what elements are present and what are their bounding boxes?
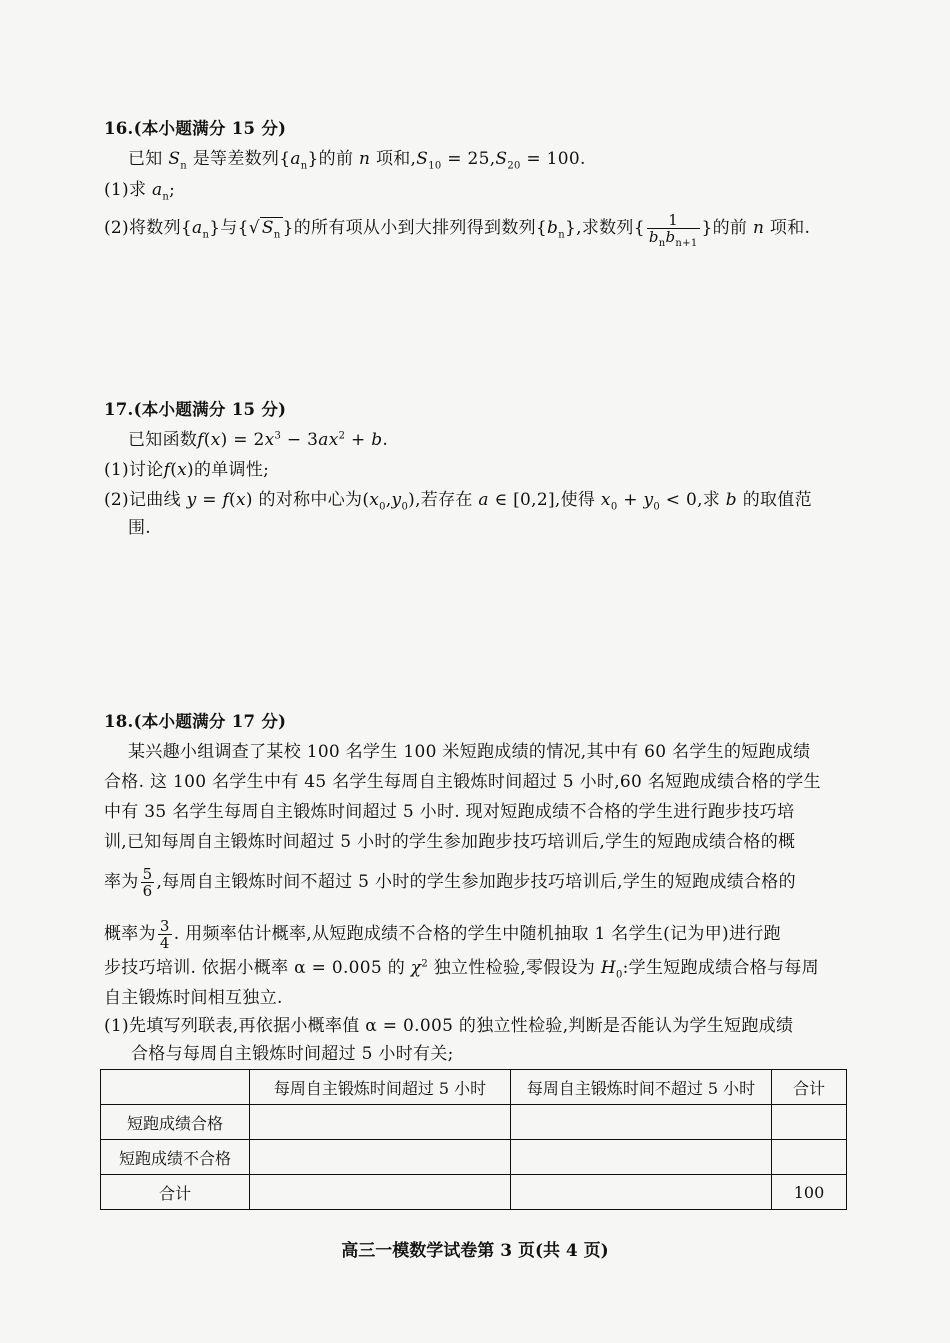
q18-line4: 训,已知每周自主锻炼时间超过 5 小时的学生参加跑步技巧培训后,学生的短跑成绩合格的概 [104, 832, 796, 852]
table-header-row [101, 1070, 847, 1105]
q17-heading: 17.(本小题满分 15 分) [104, 400, 287, 419]
fraction-five-sixths: $\frac{5}{6}$ [142, 865, 153, 900]
q18-line8: 自主锻炼时间相互独立. [104, 988, 283, 1008]
fraction-three-quarters: $\frac{3}{4}$ [159, 917, 170, 952]
table-row [101, 1175, 847, 1210]
table-header-cell: 合计 [772, 1070, 847, 1105]
q17-statement: 已知函数$f(x) = 2x^3 - 3ax^2 + b$. [128, 430, 389, 450]
table-cell [250, 1105, 511, 1140]
table-cell: 短跑成绩不合格 [101, 1140, 250, 1175]
q18-part1-line1: (1)先填写列联表,再依据小概率值 α = 0.005 的独立性检验,判断是否能认为学生短跑成绩 [104, 1016, 794, 1036]
table-cell [250, 1175, 511, 1210]
table-header-cell: 每周自主锻炼时间不超过 5 小时 [511, 1070, 772, 1105]
q18-line6: 概率为 $\frac{3}{4}$ . 用频率估计概率,从短跑成绩不合格的学生中随机抽取 1 名学生(记为甲)进行跑 [104, 917, 781, 952]
table-cell [772, 1140, 847, 1175]
q17-part1: (1)讨论f(x)的单调性; [104, 460, 270, 480]
table-cell [511, 1175, 772, 1210]
q16-heading: 16.(本小题满分 15 分) [104, 119, 287, 138]
table-cell [511, 1140, 772, 1175]
q17-part2-cont: 围. [128, 518, 152, 538]
table-cell: 合计 [101, 1175, 250, 1210]
q18-heading: 18.(本小题满分 17 分) [104, 712, 287, 731]
table-header-cell [101, 1070, 250, 1105]
contingency-table [100, 1069, 847, 1210]
table-cell [250, 1140, 511, 1175]
q18-line1: 某兴趣小组调查了某校 100 名学生 100 米短跑成绩的情况,其中有 60 名学生的短跑成绩 [128, 742, 811, 762]
q18-line3: 中有 35 名学生每周自主锻炼时间超过 5 小时. 现对短跑成绩不合格的学生进行跑步技巧培 [104, 802, 795, 822]
table-cell: 短跑成绩合格 [101, 1105, 250, 1140]
table-cell [511, 1105, 772, 1140]
q18-line5: 率为 $\frac{5}{6}$ ,每周自主锻炼时间不超过 5 小时的学生参加跑步技巧培训后,学生的短跑成绩合格的 [104, 865, 796, 900]
q16-statement: 已知 $S_n$ 是等差数列$\{a_n\}$的前 n 项和$,S_{10} = 25,S_{20} = 100$. [128, 149, 586, 172]
table-row [101, 1140, 847, 1175]
table-cell: 100 [772, 1175, 847, 1210]
table-cell [772, 1105, 847, 1140]
q16-part2: (2)将数列$\{a_n\}$与{√ $S_n$ }的所有项从小到大排列得到数列$\{b_n\}$,求数列{ $\frac{1}{b_nb_{n+1}}$ }的前 n 项和. [104, 211, 811, 249]
q17-part2: (2)记曲线 y = f(x) 的对称中心为$(x_0,y_0)$,若存在 a ∈ [0,2],使得 $x_0 + y_0 < 0$,求 b 的取值范 [104, 490, 812, 513]
q18-line7: 步技巧培训. 依据小概率 α = 0.005 的 $\chi^2$ 独立性检验,零假设为 $H_0$:学生短跑成绩合格与每周 [104, 958, 819, 981]
q16-part1: (1)求 $a_n$; [104, 180, 176, 203]
q18-line2: 合格. 这 100 名学生中有 45 名学生每周自主锻炼时间超过 5 小时,60 名短跑成绩合格的学生 [104, 772, 821, 792]
q18-part1-line2: 合格与每周自主锻炼时间超过 5 小时有关; [131, 1044, 454, 1064]
page-footer: 高三一模数学试卷第 3 页(共 4 页) [341, 1241, 609, 1261]
table-header-cell: 每周自主锻炼时间超过 5 小时 [250, 1070, 511, 1105]
q16-fraction: $\frac{1}{b_nb_{n+1}}$ [648, 211, 698, 249]
table-row [101, 1105, 847, 1140]
